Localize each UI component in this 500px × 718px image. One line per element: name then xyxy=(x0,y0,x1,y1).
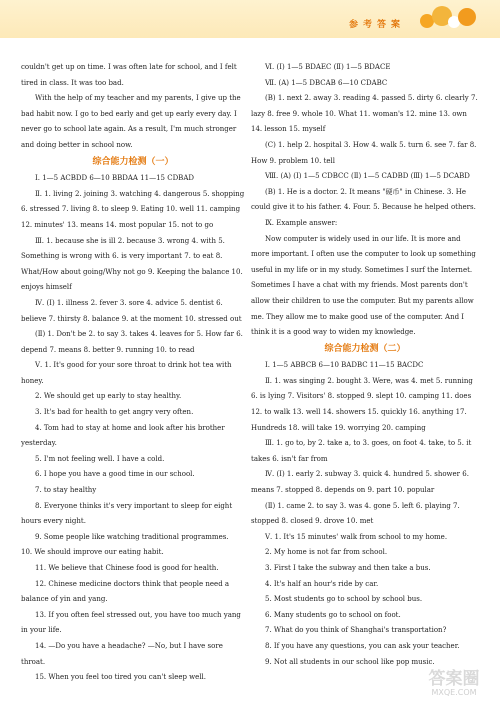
answer-line: 4. Tom had to stay at home and look after his brother yesterday. xyxy=(21,423,225,448)
watermark-url: MXQE.COM xyxy=(431,688,477,697)
answer-line: 11. We believe that Chinese food is good for health. xyxy=(35,564,219,572)
answer-line: 3. First I take the subway and then take a bus. xyxy=(265,564,431,572)
answer-line: 4. It's half an hour's ride by car. xyxy=(265,579,379,588)
answer-line: 9. Not all students in our school like pop music. xyxy=(265,657,435,666)
answer-line: Ⅲ. 1. go to, by 2. take a, to 3. goes, on foot 4. take, to 5. it takes 6. isn't far from xyxy=(251,439,472,463)
decorative-orbs xyxy=(420,6,480,34)
answer-line: 14. —Do you have a headache? —No, but I have sore throat. xyxy=(21,641,223,666)
answer-line: 5. I'm not feeling well. I have a cold. xyxy=(35,454,165,463)
answer-line: Ⅳ. (Ⅰ) 1. early 2. subway 3. quick 4. hundred 5. shower 6. means 7. stopped 8. depends on 9. part 10. popular xyxy=(251,470,469,495)
answer-line: Now computer is widely used in our life. It is more and more important. I often use the computer to look up something useful in my life or in my study. Sometimes I surf the Internet. Sometimes I have a chat with my friends. Most parents don't allow their children to use the computer. But my parents allow me. They allow me to make good use of the computer. And I think it is a good way to widen my knowledge. xyxy=(251,234,476,337)
section-heading: 综合能力检测（二） xyxy=(324,343,406,354)
answer-line: 2. My home is not far from school. xyxy=(265,548,388,557)
answer-line: (B) 1. next 2. away 3. reading 4. passed 5. dirty 6. clearly 7. lazy 8. free 9. whole 10. What 11. woman's 12. mine 13. own 14. lesson 15. myself xyxy=(251,94,478,134)
answer-line: 5. Most students go to school by school bus. xyxy=(265,595,423,604)
answer-line: 12. Chinese medicine doctors think that people need a balance of yin and yang. xyxy=(21,579,230,604)
answer-line: Ⅷ. (A) (Ⅰ) 1—5 CDBCC (Ⅱ) 1—5 CADBD (Ⅲ) 1—5 DCABD xyxy=(265,172,470,181)
answer-line: Ⅱ. 1. was singing 2. bought 3. Were, was 4. met 5. running 6. is lying 7. Visitors' 8. stopped 9. slept 10. camping 11. does 12. to walk 13. well 14. showers 15. quickly 16. anything 17. Hundreds 18. will take 19. worrying 20. camping xyxy=(251,376,473,432)
answer-line: Ⅲ. 1. because she is ill 2. because 3. wrong 4. with 5. Something is wrong with 6. is very important 7. to eat 8. What/How about going/Why not go 9. Keeping the balance 10. enjoys himself xyxy=(21,236,243,292)
answer-line: 8. If you have any questions, you can ask your teacher. xyxy=(265,641,460,650)
answer-line: Ⅴ. 1. It's 15 minutes' walk from school to my home. xyxy=(265,532,448,541)
answer-line: 13. If you often feel stressed out, you have too much yang in your life. xyxy=(21,610,241,635)
answer-line: (Ⅱ) 1. came 2. to say 3. was 4. gone 5. left 6. playing 7. stopped 8. closed 9. drove 10. met xyxy=(251,501,460,526)
answer-line: Ⅱ. 1. living 2. joining 3. watching 4. dangerous 5. shopping 6. stressed 7. living 8. to sleep 9. Eating 10. well 11. camping 12. minutes' 13. means 14. most popular 15. not to go xyxy=(21,189,245,229)
answer-line: (Ⅱ) 1. Don't be 2. to say 3. takes 4. leaves for 5. How far 6. depend 7. means 8. better 9. running 10. to read xyxy=(21,330,243,354)
answer-column-right xyxy=(251,60,479,670)
answer-line: With the help of my teacher and my parents, I give up the bad habit now. I go to bed early and get up early every day. I never go to school late again. As a result, I'm much stronger and doing better in school now. xyxy=(21,94,241,149)
watermark-logo xyxy=(418,670,490,710)
page-header xyxy=(0,0,500,38)
answer-line: couldn't get up on time. I was often late for school, and I felt tired in class. It was too bad. xyxy=(21,63,237,87)
answer-line: 8. Everyone thinks it's very important to sleep for eight hours every night. xyxy=(21,501,233,526)
answer-line: 6. I hope you have a good time in our school. xyxy=(35,470,195,479)
watermark-glyph: 答案圈 xyxy=(428,669,480,689)
answer-line: Ⅰ. 1—5 ACBDD 6—10 BBDAA 11—15 CDBAD xyxy=(35,174,194,183)
answer-line: 10. We should improve our eating habit. xyxy=(21,548,164,557)
answer-line: Ⅳ. (Ⅰ) 1. illness 2. fever 3. sore 4. advice 5. dentist 6. believe 7. thirsty 8. balance 9. at the moment 10. stressed out xyxy=(21,298,242,323)
answer-line: Ⅶ. (A) 1—5 DBCAB 6—10 CDABC xyxy=(265,78,388,87)
answer-line: (B) 1. He is a doctor. 2. It means "硬币" in Chinese. 3. He could give it to his father. 4. Four. 5. Because he helped others. xyxy=(251,187,476,212)
answer-line: 2. We should get up early to stay healthy. xyxy=(35,392,182,401)
answer-line: 9. Some people like watching traditional programmes. xyxy=(35,532,229,541)
answer-line: 15. When you feel too tired you can't sleep well. xyxy=(35,673,207,682)
answer-column-left xyxy=(21,60,245,686)
answer-line: Ⅸ. Example answer: xyxy=(265,218,338,227)
section-heading: 综合能力检测（一） xyxy=(92,156,174,167)
answer-line: (C) 1. help 2. hospital 3. How 4. walk 5. turn 6. see 7. far 8. How 9. problem 10. tell xyxy=(251,140,477,165)
answer-line: 3. It's bad for health to get angry very often. xyxy=(35,408,194,417)
answer-line: 7. to stay healthy xyxy=(35,486,97,495)
answer-line: 6. Many students go to school on foot. xyxy=(265,610,401,619)
header-title: 参考答案 xyxy=(348,20,405,30)
answer-line: 7. What do you think of Shanghai's transportation? xyxy=(265,626,447,635)
answer-line: Ⅵ. (Ⅰ) 1—5 BDAEC (Ⅱ) 1—5 BDACE xyxy=(265,63,391,71)
answer-line: Ⅴ. 1. It's good for your sore throat to drink hot tea with honey. xyxy=(21,361,232,385)
answer-line: Ⅰ. 1—5 ABBCB 6—10 BADBC 11—15 BACDC xyxy=(265,361,424,370)
